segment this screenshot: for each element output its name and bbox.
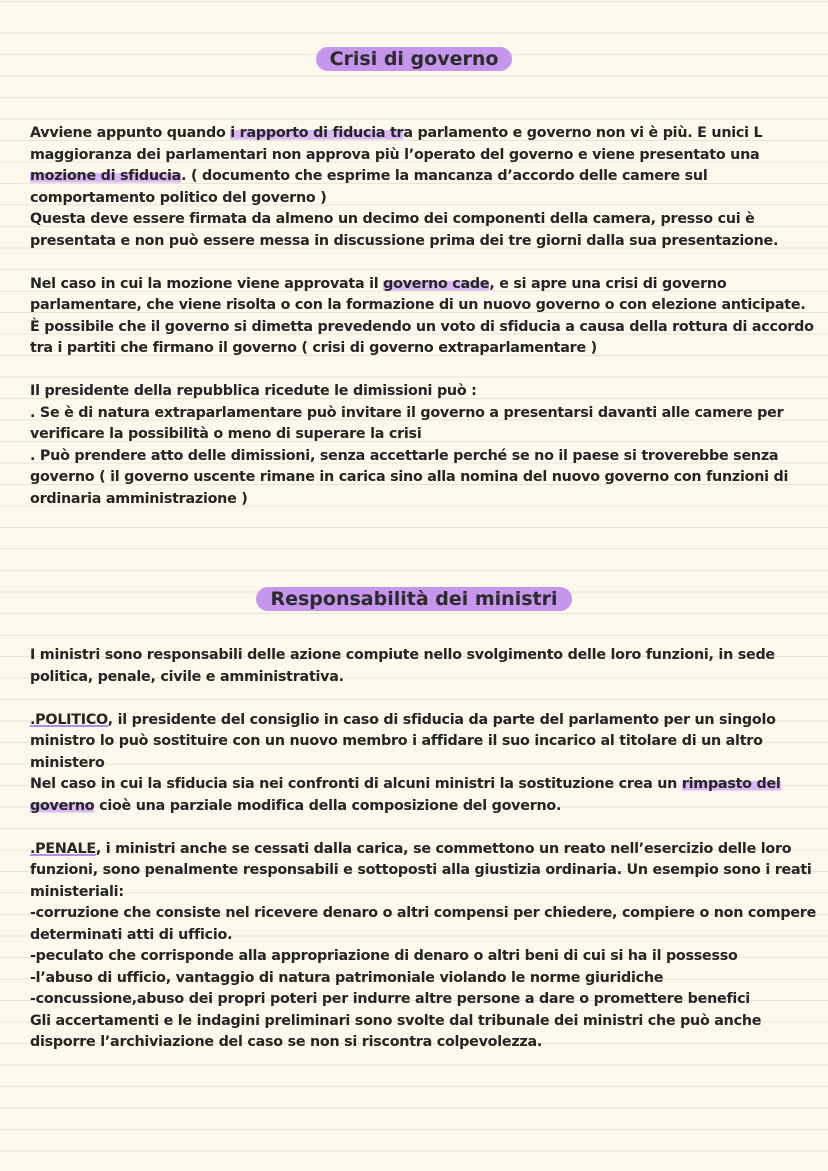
highlight-governo-cade: governo cade xyxy=(383,275,490,292)
list-item: -l’abuso di ufficio, vantaggio di natura patrimoniale violando le norme giuridiche xyxy=(30,969,664,986)
highlight-rapporto-fiducia: i rapporto di fiducia tr xyxy=(230,125,404,141)
paragraph-governo-cade: Nel caso in cui la mozione viene approvata il governo cade, e si apre una crisi di governo parlamentare, che viene risolta o con la formazione di un nuovo governo o con elezione anticipate. xyxy=(30,275,806,313)
paragraph-presidente: Il presidente della repubblica ricedute le dimissioni può : xyxy=(30,383,477,399)
paragraph-intro-responsabilita: I ministri sono responsabili delle azione compiute nello svolgimento delle loro funzioni, in sede politica, penale, civile e amministrativa. xyxy=(30,647,775,685)
list-item: -peculato che corrisponde alla appropriazione di denaro o altri beni di cui si ha il possesso xyxy=(30,948,738,964)
section-crisi-body xyxy=(30,123,822,510)
title-highlight: Responsabilità dei ministri xyxy=(256,587,571,611)
list-item: -concussione,abuso dei propri poteri per indurre altre persone a dare o promettere benefici xyxy=(30,991,750,1007)
paragraph-dimissioni: È possibile che il governo si dimetta prevedendo un voto di sfiducia a causa della rottura di accordo tra i partiti che firmano il governo ( crisi di governo extraparlamentare ) xyxy=(30,318,814,356)
paragraph-fiducia: Avviene appunto quando i rapporto di fiducia tra parlamento e governo non vi è più. E unici L maggioranza dei parlamentari non approva più l’operato del governo e viene presentato una mozione di sfiducia. ( documento che esprime la mancanza d’accordo delle camere sul comportamento politico del governo ) xyxy=(30,125,763,206)
label-penale: .PENALE xyxy=(30,840,96,857)
section-responsabilita-body xyxy=(30,645,822,1054)
list-item: -corruzione che consiste nel ricevere denaro o altri compensi per chiedere, compiere o non compere determinati atti di ufficio. xyxy=(30,905,817,943)
highlight-mozione-sfiducia: mozione di sfiducia xyxy=(30,168,182,184)
paragraph-politico: .POLITICO, il presidente del consiglio in caso di sfiducia da parte del parlamento per un singolo ministro lo può sostituire con un nuovo membro i affidare il suo incarico al titolare di un altro ministero xyxy=(30,711,776,771)
section-title-crisi xyxy=(0,47,828,71)
paragraph-extraparlamentare: . Se è di natura extraparlamentare può invitare il governo a presentarsi davanti alle camere per verificare la possibilità o meno di superare la crisi xyxy=(30,404,784,442)
paragraph-penale: .PENALE, i ministri anche se cessati dalla carica, se commettono un reato nell’esercizio delle loro funzioni, sono penalmente responsabili e sottoposti alla giustizia ordinaria. Un esempio sono i reati ministeriali: xyxy=(30,840,812,900)
paragraph-atto-dimissioni: . Può prendere atto delle dimissioni, senza accettarle perché se no il paese si troverebbe senza governo ( il governo uscente rimane in carica sino alla nomina del nuovo governo con funzioni di ordinaria amministrazione ) xyxy=(30,447,789,507)
paragraph-firma: Questa deve essere firmata da almeno un decimo dei componenti della camera, presso cui è presentata e non può essere messa in discussione prima dei tre giorni dalla sua presentazione. xyxy=(30,211,779,249)
label-politico: .POLITICO xyxy=(30,711,108,728)
title-highlight: Crisi di governo xyxy=(316,47,513,71)
paragraph-rimpasto: Nel caso in cui la sfiducia sia nei confronti di alcuni ministri la sostituzione crea un rimpasto del governo cioè una parziale modifica della composizione del governo. xyxy=(30,776,781,814)
paragraph-accertamenti: Gli accertamenti e le indagini preliminari sono svolte dal tribunale dei ministri che può anche disporre l’archiviazione del caso se non si riscontra colpevolezza. xyxy=(30,1012,762,1050)
section-title-responsabilita xyxy=(0,587,828,611)
highlight-rimpasto: rimpasto del governo xyxy=(30,776,781,814)
